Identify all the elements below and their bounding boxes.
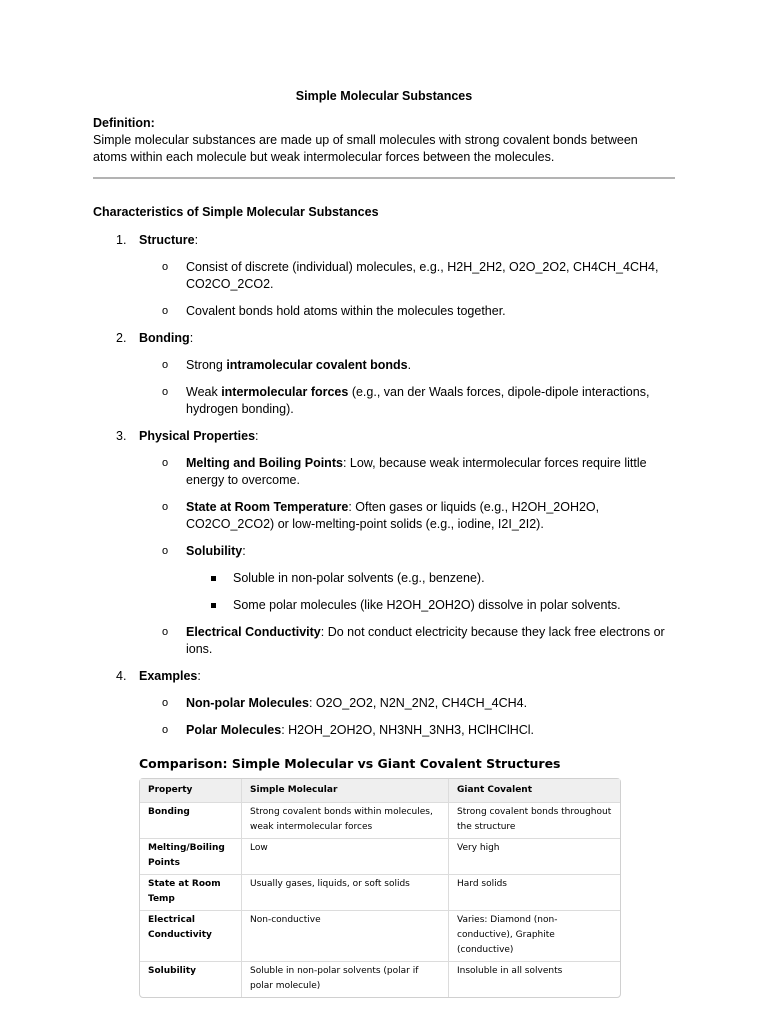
column-header: Property: [140, 779, 242, 803]
table-header-row: [140, 779, 620, 803]
section-heading: Characteristics of Simple Molecular Substances: [93, 205, 379, 219]
square-bullet-icon: [211, 603, 216, 608]
comparison-table: [139, 778, 621, 998]
document-page: [93, 88, 675, 998]
circle-bullet-icon: o: [162, 724, 169, 736]
table-row: [140, 875, 620, 911]
circle-bullet-icon: o: [162, 626, 169, 638]
definition-text: Simple molecular substances are made up of small molecules with strong covalent bonds between atoms within each molecule but weak intermolecular forces between the molecules.: [93, 133, 638, 164]
item-number: 4.: [116, 669, 127, 683]
column-header: Simple Molecular: [242, 779, 449, 803]
table-cell: Hard solids: [449, 875, 620, 911]
circle-bullet-icon: o: [162, 501, 169, 513]
sub-item: o Melting and Boiling Points: Low, because weak intermolecular forces require little energy to overcome.: [162, 456, 647, 487]
table-cell: Strong covalent bonds within molecules, weak intermolecular forces: [242, 803, 449, 839]
sub-item: o Covalent bonds hold atoms within the molecules together.: [162, 304, 506, 318]
sub-item: o Strong intramolecular covalent bonds.: [162, 358, 412, 372]
page-title: Simple Molecular Substances: [295, 89, 473, 103]
circle-bullet-icon: o: [162, 261, 169, 273]
table-cell: Non-conductive: [242, 911, 449, 962]
circle-bullet-icon: o: [162, 457, 169, 469]
table-cell: Low: [242, 839, 449, 875]
column-header: Giant Covalent: [449, 779, 620, 803]
circle-bullet-icon: o: [162, 386, 169, 398]
list-item-bonding: 2. Bonding: o Strong intramolecular covalent bonds. o Weak intermolecular forces (e.g., van der Waals forces, dipole-dipole interactions, hydrogen bonding).: [93, 330, 675, 418]
sub-item: o Consist of discrete (individual) molecules, e.g., H2H_2H2, O2O_2O2, CH4CH_4CH4, CO2CO_2CO2.: [162, 260, 659, 291]
table-cell: Varies: Diamond (non-conductive), Graphite (conductive): [449, 911, 620, 962]
item-heading: Structure: [139, 233, 195, 247]
circle-bullet-icon: o: [162, 305, 169, 317]
table-cell: Very high: [449, 839, 620, 875]
square-bullet-icon: [211, 576, 216, 581]
characteristics-list: [93, 232, 675, 739]
sub-sub-item: Soluble in non-polar solvents (e.g., benzene).: [186, 570, 675, 587]
table-cell: Solubility: [140, 962, 242, 997]
circle-bullet-icon: o: [162, 697, 169, 709]
item-heading: Examples: [139, 669, 198, 683]
table-cell: Strong covalent bonds throughout the structure: [449, 803, 620, 839]
sub-item: o State at Room Temperature: Often gases or liquids (e.g., H2OH_2OH2O, CO2CO_2CO2) or low-melting-point solids (e.g., iodine, I2I_2I2).: [162, 500, 600, 531]
item-heading: Bonding: [139, 331, 190, 345]
table-row: [140, 911, 620, 962]
list-item-structure: 1. Structure: o Consist of discrete (individual) molecules, e.g., H2H_2H2, O2O_2O2, CH4CH_4CH4, CO2CO_2CO2. o Covalent bonds hold atoms within the molecules together.: [93, 232, 675, 320]
table-cell: Insoluble in all solvents: [457, 966, 563, 976]
table-cell: Melting/Boiling Points: [140, 839, 242, 875]
table-row: [140, 839, 620, 875]
table-cell: Usually gases, liquids, or soft solids: [242, 875, 449, 911]
table-row: [140, 962, 620, 997]
table-row: [140, 803, 620, 839]
list-item-physical-properties: 3. Physical Properties: o Melting and Boiling Points: Low, because weak intermolecular forces require little energy to overcome. o State at Room Temperature: Often gases or liquids (e.g., H2OH_2OH2O, CO2CO_2CO2) or low-melting-point solids (e.g., iodine, I2I_2I2). o Solubility: Soluble in non-polar solvents (e.g., benzene). Some polar molecules (like H2OH_2OH2O) dissolve in polar solvents. o Electrical Conductivity: Do not conduct electricity because they lack free electrons or ions.: [93, 428, 675, 658]
list-item-examples: 4. Examples: o Non-polar Molecules: O2O_2O2, N2N_2N2, CH4CH_4CH4. o Polar Molecules: H2OH_2OH2O, NH3NH_3NH3, HClHClHCl.: [93, 668, 675, 739]
sub-sub-item: Some polar molecules (like H2OH_2OH2O) dissolve in polar solvents.: [186, 597, 675, 614]
sub-item: o Solubility: Soluble in non-polar solvents (e.g., benzene). Some polar molecules (like H2OH_2OH2O) dissolve in polar solvents.: [139, 543, 675, 614]
sub-item: o Weak intermolecular forces (e.g., van der Waals forces, dipole-dipole interactions, hydrogen bonding).: [162, 385, 650, 416]
item-number: 3.: [116, 429, 127, 443]
table-cell: State at Room Temp: [140, 875, 242, 911]
item-heading: Physical Properties: [139, 429, 256, 443]
sub-item: o Polar Molecules: H2OH_2OH2O, NH3NH_3NH3, HClHClHCl.: [162, 723, 535, 737]
sub-item: o Electrical Conductivity: Do not conduct electricity because they lack free electrons or ions.: [162, 625, 665, 656]
item-number: 1.: [116, 233, 127, 247]
comparison-title: Comparison: Simple Molecular vs Giant Covalent Structures: [139, 756, 561, 771]
sub-item: o Non-polar Molecules: O2O_2O2, N2N_2N2, CH4CH_4CH4.: [162, 696, 528, 710]
horizontal-rule: [93, 177, 675, 179]
definition-label: Definition:: [93, 116, 155, 130]
table-cell: Soluble in non-polar solvents (polar if polar molecule): [242, 962, 449, 997]
table-cell: Bonding: [140, 803, 242, 839]
item-number: 2.: [116, 331, 127, 345]
circle-bullet-icon: o: [162, 545, 169, 557]
circle-bullet-icon: o: [162, 359, 169, 371]
table-cell: Electrical Conductivity: [140, 911, 242, 962]
